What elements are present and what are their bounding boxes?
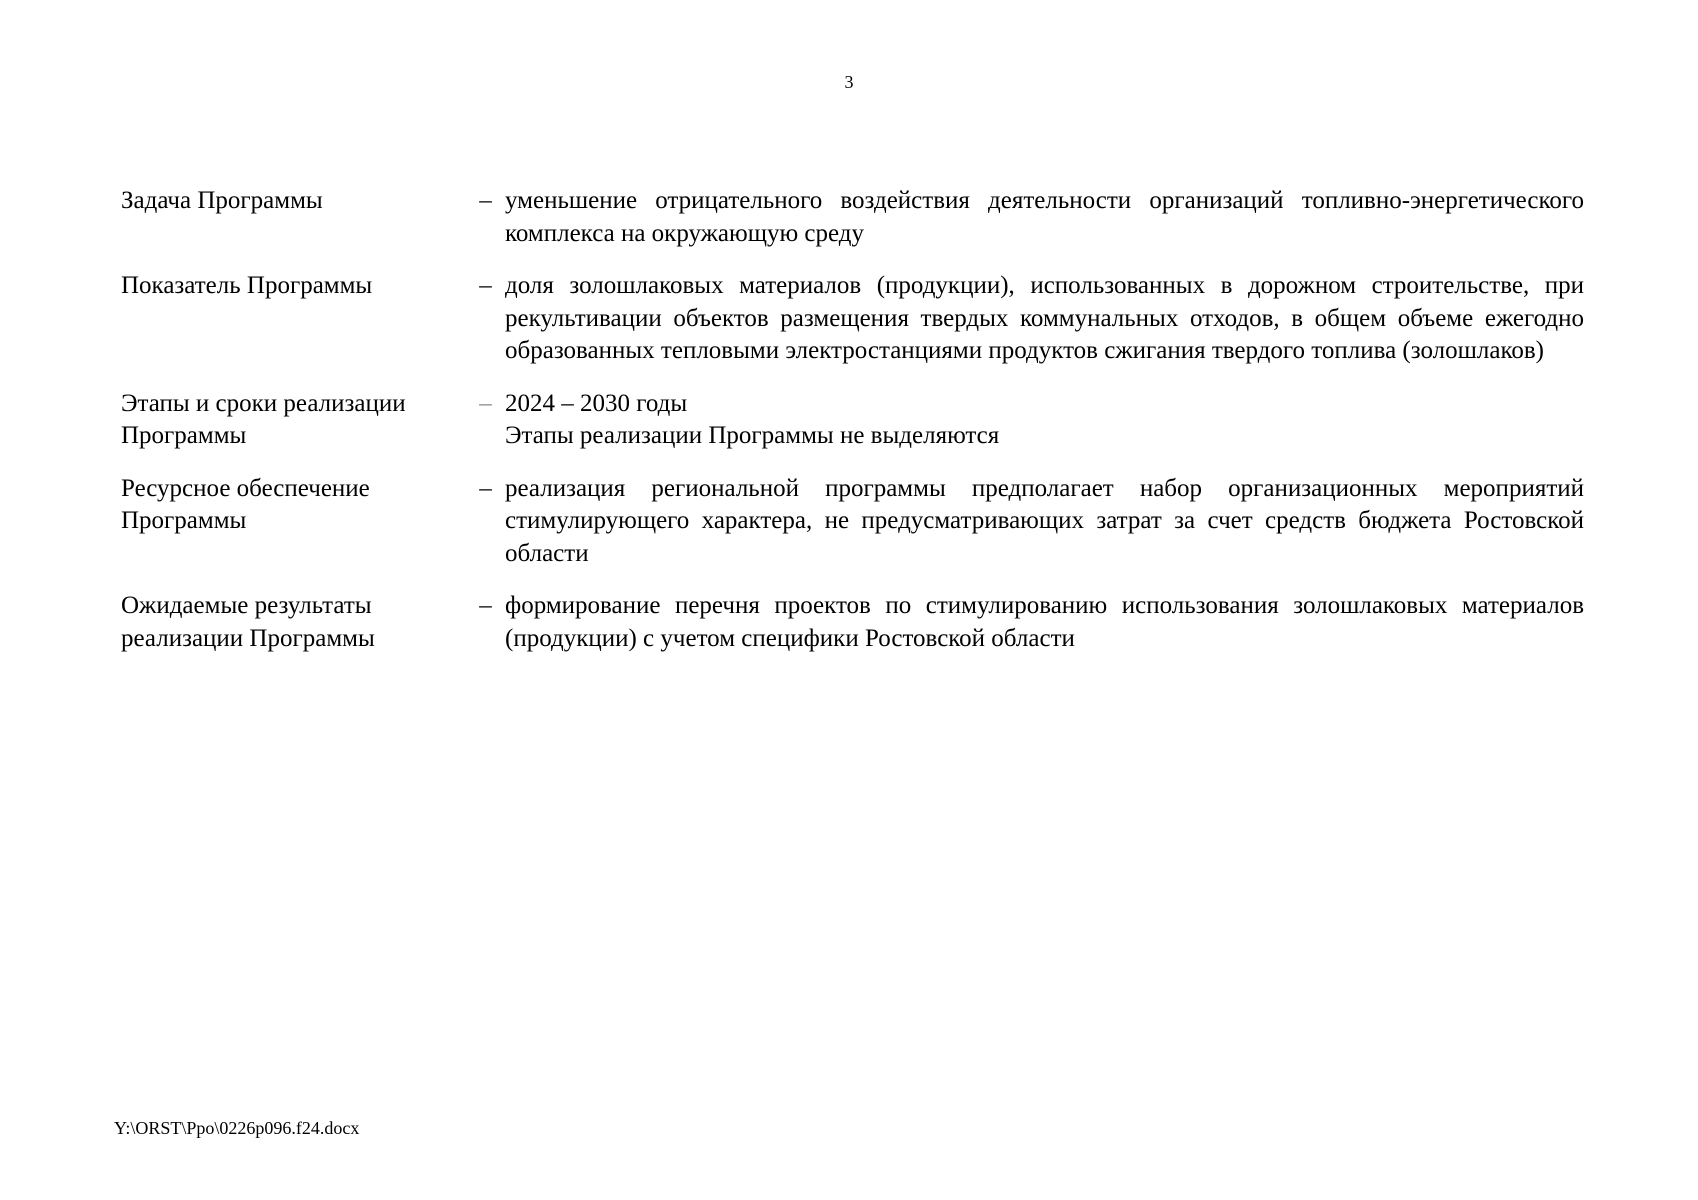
passport-row-stages — [121, 388, 1584, 453]
row-value-line: 2024 – 2030 годы — [505, 389, 688, 417]
row-label-line: реализации Программы — [121, 624, 375, 652]
row-label-line: Программы — [121, 507, 247, 534]
row-value — [505, 388, 1584, 453]
row-value: реализация региональной программы предполагает набор организационных мероприятий стимулирующего характера, не предусматривающих затрат за счет средств бюджета Ростовской области — [505, 474, 1584, 567]
row-label — [121, 270, 466, 368]
page-number: 3 — [844, 72, 854, 92]
row-label-line: Ожидаемые результаты — [121, 592, 372, 619]
row-dash: – — [479, 187, 492, 214]
row-dash: – — [479, 592, 492, 619]
row-label-line: Показатель Программы — [121, 272, 373, 299]
row-label — [121, 590, 466, 655]
row-value: уменьшение отрицательного воздействия деятельности организаций топливно-энергетического комплекса на окружающую среду — [505, 187, 1584, 247]
row-value: формирование перечня проектов по стимулированию использования золошлаковых материалов (продукции) с учетом специфики Ростовской области — [505, 592, 1584, 652]
passport-row-indicator — [121, 270, 1584, 368]
row-label — [121, 185, 466, 250]
passport-row-task — [121, 185, 1584, 250]
row-label — [121, 388, 466, 453]
row-dash: – — [479, 272, 492, 299]
row-dash: – — [479, 389, 492, 417]
row-dash: – — [479, 474, 492, 502]
passport-row-expected-results — [121, 590, 1584, 655]
program-passport-table — [121, 185, 1584, 655]
passport-row-resources — [121, 473, 1584, 571]
row-label-line: Задача Программы — [121, 187, 323, 214]
row-value: доля золошлаковых материалов (продукции), использованных в дорожном строительстве, при рекультивации объектов размещения твердых коммунальных отходов, в общем объеме ежегодно образованных тепловыми электростанциями продуктов сжигания твердого топлива (золошлаков) — [505, 272, 1584, 364]
document-file-path: Y:\ORST\Ppo\0226p096.f24.docx — [114, 1118, 360, 1138]
row-label-line: Программы — [121, 422, 247, 449]
row-value-line: Этапы реализации Программы не выделяются — [505, 422, 1000, 449]
row-label-line: Этапы и сроки реализации — [121, 389, 406, 417]
row-label-line: Ресурсное обеспечение — [121, 474, 370, 502]
row-label — [121, 473, 466, 571]
